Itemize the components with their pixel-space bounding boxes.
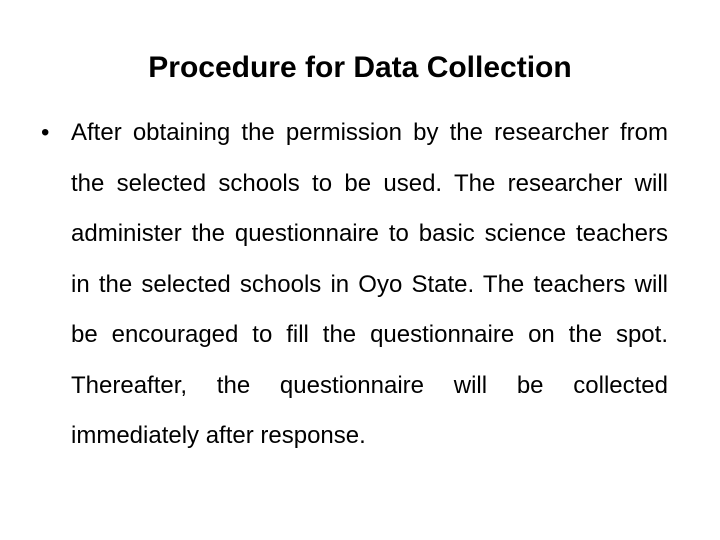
bullet-text: After obtaining the permission by the researcher from the selected schools to be used. The researcher will administer the questionnaire to basic science teachers in the selected schools in Oyo State. The teachers will be encouraged to fill the questionnaire on the spot. Thereafter, the questionnaire will be collected immediately after response. (71, 119, 668, 449)
slide-title: Procedure for Data Collection (148, 51, 572, 84)
bullet-marker: • (41, 119, 50, 146)
bullet-item (41, 113, 671, 462)
slide-body (41, 113, 671, 462)
